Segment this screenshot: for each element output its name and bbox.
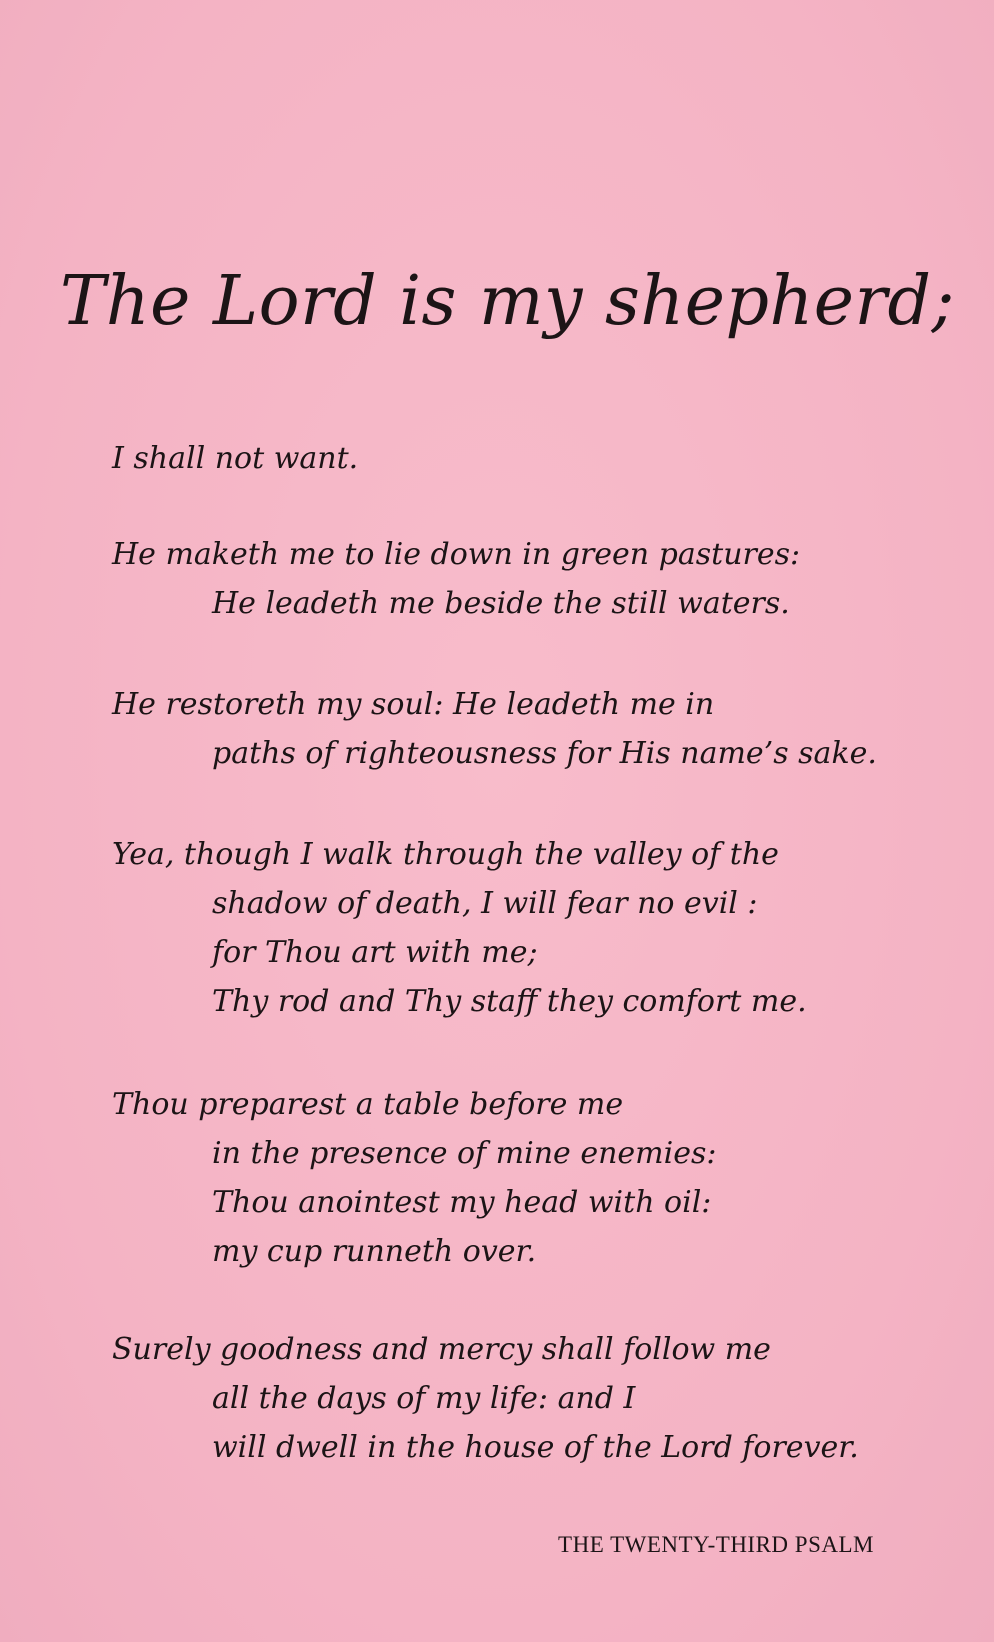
- stanza-3: [112, 680, 952, 778]
- stanza-line: my cup runneth over.: [212, 1234, 537, 1269]
- psalm-title: The Lord is my shepherd;: [60, 262, 955, 341]
- stanza-line: shadow of death, I will fear no evil :: [212, 886, 758, 921]
- stanza-line: Thou anointest my head with oil:: [212, 1185, 712, 1220]
- stanza-line: Thou preparest a table before me: [112, 1087, 624, 1122]
- psalm-caption: THE TWENTY-THIRD PSALM: [558, 1532, 874, 1557]
- stanza-line: paths of righteousness for His name’s sake.: [212, 736, 877, 771]
- stanza-line: He maketh me to lie down in green pastures:: [112, 537, 801, 572]
- stanza-line: He leadeth me beside the still waters.: [212, 586, 790, 621]
- stanza-line: Thy rod and Thy staff they comfort me.: [212, 984, 807, 1019]
- stanza-4: [112, 830, 952, 1026]
- stanza-line: for Thou art with me;: [212, 935, 538, 970]
- stanza-5: [112, 1080, 952, 1276]
- stanza-line: will dwell in the house of the Lord forever.: [212, 1430, 859, 1465]
- stanza-2: [112, 530, 952, 628]
- stanza-line: He restoreth my soul: He leadeth me in: [112, 687, 715, 722]
- stanza-line: I shall not want.: [112, 441, 359, 476]
- stanza-line: Surely goodness and mercy shall follow me: [112, 1332, 771, 1367]
- stanza-line: Yea, though I walk through the valley of the: [112, 837, 779, 872]
- stanza-line: all the days of my life: and I: [212, 1381, 636, 1416]
- stanza-line: in the presence of mine enemies:: [212, 1136, 717, 1171]
- stanza-6: [112, 1325, 952, 1472]
- stanza-1: [112, 434, 952, 483]
